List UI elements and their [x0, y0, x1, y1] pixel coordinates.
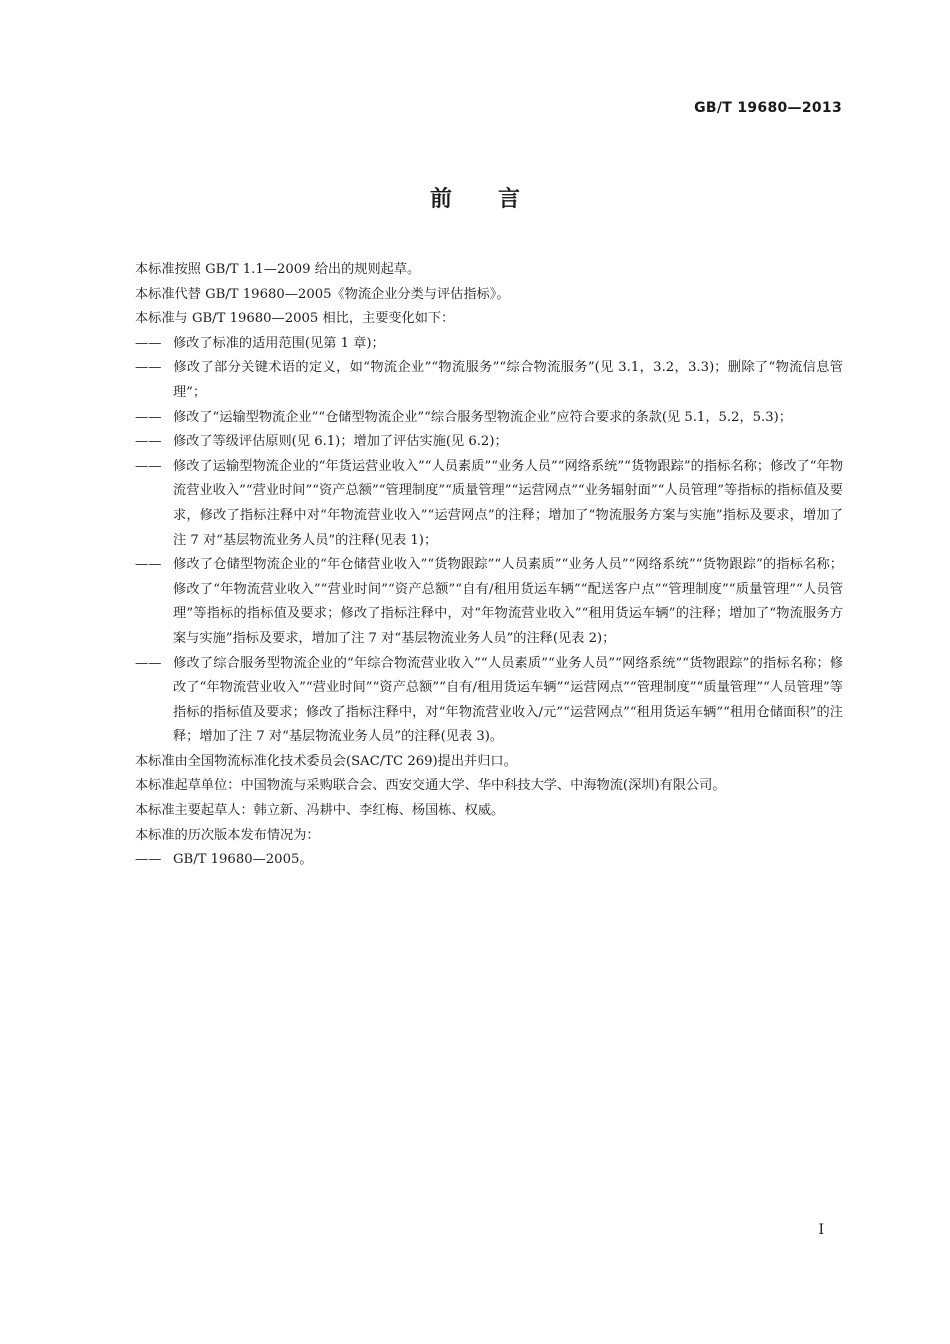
change-text: 修改了运输型物流企业的“年货运营业收入”“人员素质”“业务人员”“网络系统”“货物跟踪”的指标名称；修改了“年物流营业收入”“营业时间”“资产总额”“管理制度”“质量管理”“运营网点”“业务辐射面”“人员管理”等指标的指标值及要求，修改了指标注释中对“年物流营业收入”“运营网点”的注释；增加了“物流服务方案与实施”指标及要求，增加了注 7 对“基层物流业务人员”的注释(见表 1)； [173, 458, 843, 548]
history-text: GB/T 19680—2005。 [173, 852, 313, 868]
foreword-body [108, 258, 843, 873]
closing-paragraph: 本标准主要起草人：韩立新、冯耕中、李红梅、杨国栋、权威。 [135, 803, 505, 819]
change-item [108, 356, 843, 405]
change-text: 修改了部分关键术语的定义，如“物流企业”“物流服务”“综合物流服务”(见 3.1，3.2，3.3)；删除了“物流信息管理”； [173, 360, 843, 400]
intro-paragraph: 本标准按照 GB/T 1.1—2009 给出的规则起草。 [135, 262, 421, 277]
change-item [108, 430, 843, 455]
change-text: 修改了等级评估原则(见 6.1)；增加了评估实施(见 6.2)； [173, 434, 508, 450]
standard-code: GB/T 19680—2013 [694, 100, 842, 116]
change-item [108, 332, 843, 357]
change-text: 修改了仓储型物流企业的“年仓储营业收入”“货物跟踪”“人员素质”“业务人员”“网络系统”“货物跟踪”的指标名称；修改了“年物流营业收入”“营业时间”“资产总额”“自有/租用货运车辆”“配送客户点”“管理制度”“质量管理”“人员管理”等指标的指标值及要求；修改了指标注释中，对“年物流营业收入”“租用货运车辆”的注释；增加了“物流服务方案与实施”指标及要求，增加了注 7 对“基层物流业务人员”的注释(见表 2)； [173, 557, 843, 646]
change-item [108, 406, 843, 431]
dash-marker: —— [135, 409, 162, 425]
dash-marker: —— [135, 458, 162, 474]
dash-marker: —— [135, 335, 162, 351]
dash-marker: —— [135, 852, 162, 868]
closing-paragraph: 本标准由全国物流标准化技术委员会(SAC/TC 269)提出并归口。 [135, 753, 517, 769]
change-text: 修改了标准的适用范围(见第 1 章)； [173, 335, 385, 351]
history-item [108, 848, 843, 873]
page-number: I [818, 1222, 824, 1238]
change-item [108, 652, 843, 750]
closing-paragraph: 本标准起草单位：中国物流与采购联合会、西安交通大学、华中科技大学、中海物流(深圳)有限公司。 [135, 778, 726, 794]
page-title: 前言 [429, 187, 566, 212]
dash-marker: —— [135, 360, 162, 376]
dash-marker: —— [135, 557, 162, 573]
change-item [108, 455, 843, 553]
intro-paragraph: 本标准与 GB/T 19680—2005 相比，主要变化如下： [135, 311, 455, 327]
change-text: 修改了“运输型物流企业”“仓储型物流企业”“综合服务型物流企业”应符合要求的条款(见 5.1，5.2，5.3)； [173, 409, 792, 425]
dash-marker: —— [135, 434, 162, 450]
closing-paragraph: 本标准的历次版本发布情况为： [135, 827, 320, 843]
dash-marker: —— [135, 655, 162, 671]
intro-paragraph: 本标准代替 GB/T 19680—2005《物流企业分类与评估指标》。 [135, 286, 510, 302]
change-text: 修改了综合服务型物流企业的“年综合物流营业收入”“人员素质”“业务人员”“网络系统”“货物跟踪”的指标名称；修改了“年物流营业收入”“营业时间”“资产总额”“自有/租用货运车辆”“运营网点”“管理制度”“质量管理”“人员管理”等指标的指标值及要求；修改了指标注释中，对“年物流营业收入/元”“运营网点”“租用货运车辆”“租用仓储面积”的注释；增加了注 7 对“基层物流业务人员”的注释(见表 3)。 [173, 655, 843, 745]
change-item [108, 553, 843, 651]
